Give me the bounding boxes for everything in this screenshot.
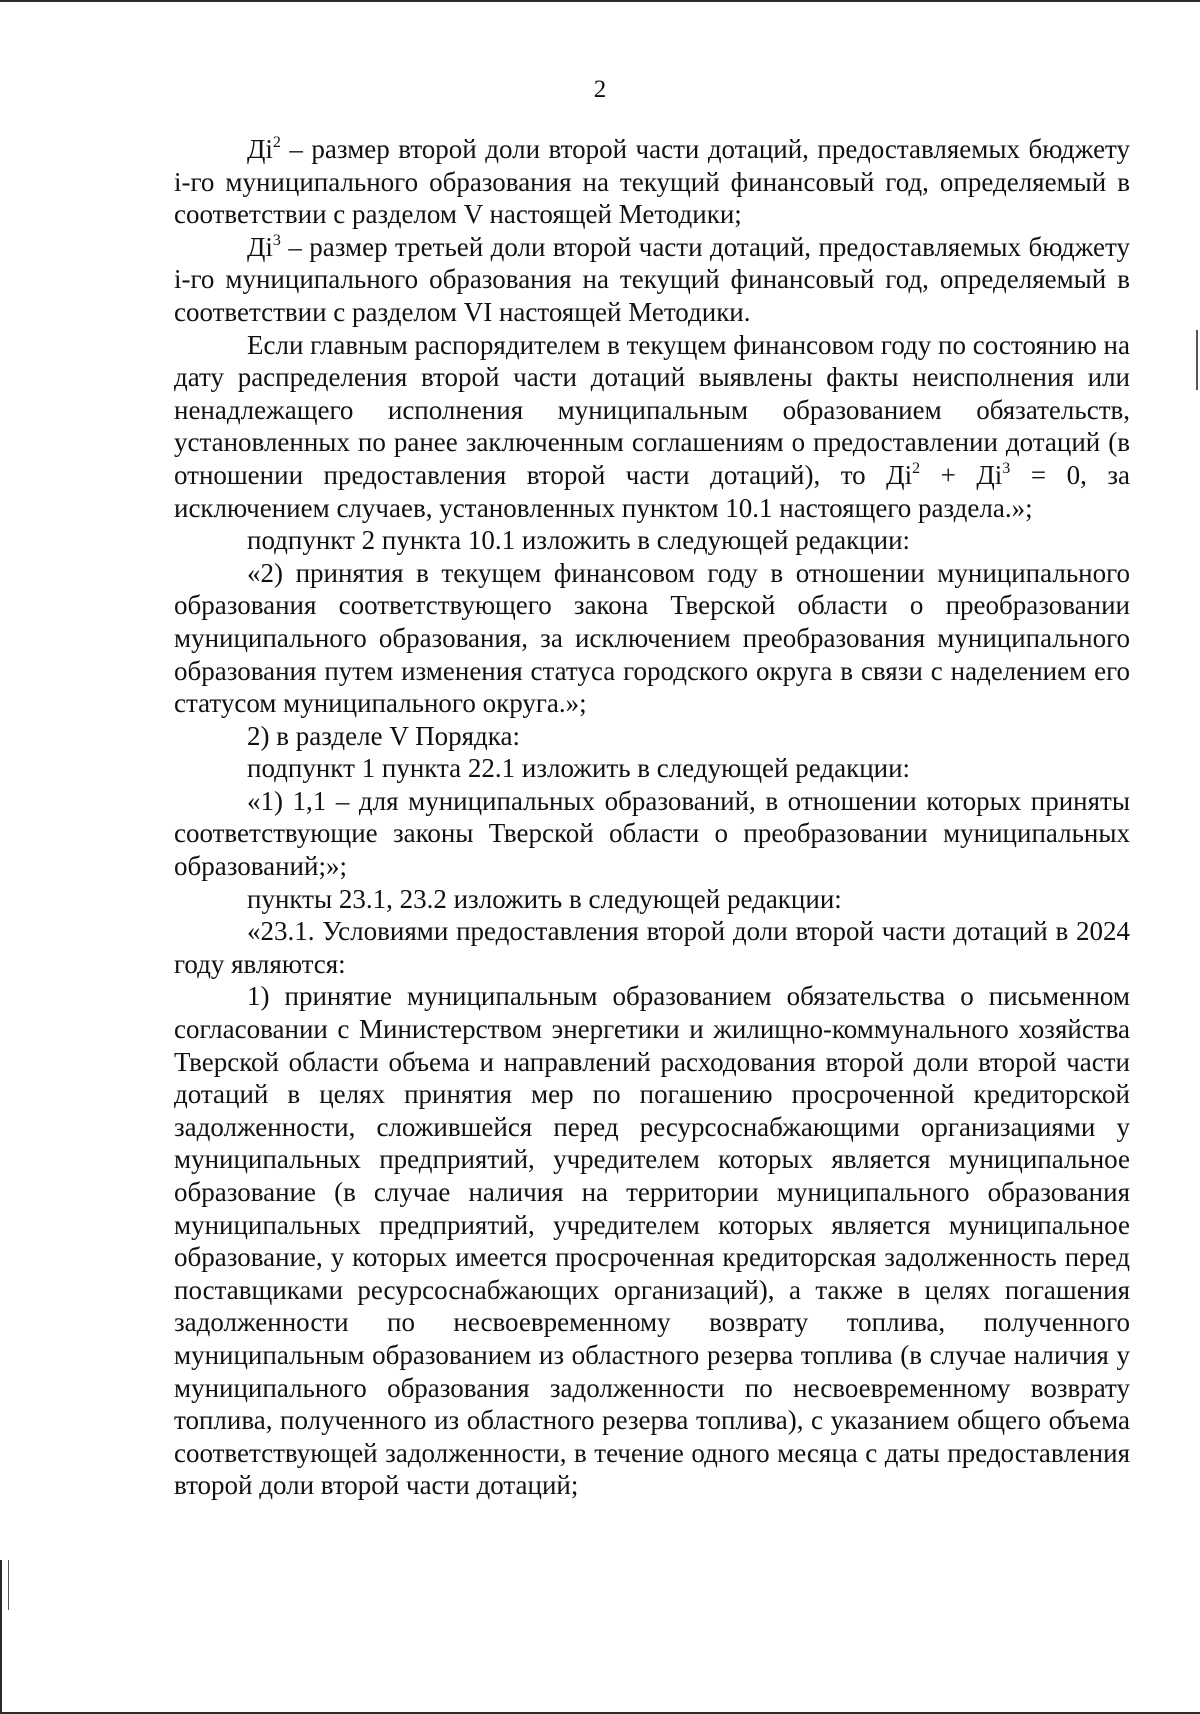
paragraph-text: Если главным распорядителем в текущем финансовом году по состоянию на дату распределения второй части дотаций выявлены факты неисполнения или ненадлежащего исполнения муниципальным образованием обязательств, установленных по ранее заключенным соглашениям о предоставлении дотаций (в отношении предоставления второй части дотаций), то Ді [174, 329, 1130, 490]
term-superscript: 2 [272, 134, 281, 151]
scan-left-edge [0, 1560, 2, 1714]
scan-mark-right-1 [1196, 330, 1198, 390]
paragraph-text: – размер второй доли второй части дотаций, предоставляемых бюджету і-го муниципального образования на текущий финансовый год, определяемый в соответствии с разделом V настоящей Методики; [174, 134, 1130, 230]
paragraph-text: = 0, за исключением случаев, установленных пунктом 10.1 настоящего раздела.»; [174, 459, 1130, 523]
paragraph-amendment-22-1: подпункт 1 пункта 22.1 изложить в следующей редакции: [247, 753, 911, 784]
term-superscript: 3 [272, 231, 281, 249]
paragraph-quoted-subpoint-2: «2) принятия в текущем финансовом году в отношении муниципального образования соответствующего закона Тверской области о преобразовании муниципального образования, за исключением преобразования муниципального образования путем изменения статуса городского округа в связи с наделением его статусом муниципального округа.»; [174, 557, 1130, 719]
paragraph-quoted-subpoint-1: «1) 1,1 – для муниципальных образований, в отношении которых приняты соответствующие законы Тверской области о преобразовании муниципальных образований;»; [174, 785, 1130, 882]
document-body [174, 133, 1130, 1502]
scan-top-edge [0, 0, 1200, 2]
paragraph-text: + Ді [920, 459, 1003, 490]
paragraph-di2-definition [174, 133, 1130, 231]
term-superscript: 2 [912, 459, 921, 477]
page-number: 2 [593, 76, 607, 103]
term-superscript: 3 [1002, 459, 1011, 477]
term-di: Ді [247, 231, 273, 262]
paragraph-23-1-conditions: «23.1. Условиями предоставления второй доли второй части дотаций в 2024 году являются: [174, 916, 1130, 979]
paragraph-section-v: 2) в разделе V Порядка: [247, 720, 520, 751]
paragraph-di3-definition [174, 231, 1130, 329]
paragraph-amendment-10-1: подпункт 2 пункта 10.1 изложить в следующей редакции: [247, 525, 911, 556]
paragraph-amendment-23: пункты 23.1, 23.2 изложить в следующей редакции: [247, 883, 842, 914]
paragraph-violation-condition [174, 329, 1130, 525]
term-di: Ді [247, 134, 273, 164]
paragraph-text: – размер третьей доли второй части дотаций, предоставляемых бюджету і-го муниципального образования на текущий финансовый год, определяемый в соответствии с разделом VI настоящей Методики. [174, 231, 1130, 327]
paragraph-condition-1: 1) принятие муниципальным образованием обязательства о письменном согласовании с Министерством энергетики и жилищно-коммунального хозяйства Тверской области объема и направлений расходования второй доли второй части дотаций в целях принятия мер по погашению просроченной кредиторской задолженности, сложившейся перед ресурсоснабжающими организациями у муниципальных предприятий, учредителем которых является муниципальное образование (в случае наличия на территории муниципального образования муниципальных предприятий, учредителем которых является муниципальное образование, у которых имеется просроченная кредиторская задолженность перед поставщиками ресурсоснабжающих организаций), а также в целях погашения задолженности по несвоевременному возврату топлива, полученного муниципальным образованием из областного резерва топлива (в случае наличия у муниципального образования задолженности по несвоевременному возврату топлива, полученного из областного резерва топлива), с указанием общего объема соответствующей задолженности, в течение одного месяца с даты предоставления второй доли второй части дотаций; [174, 981, 1130, 1501]
scan-mark-left-1 [8, 1560, 9, 1610]
